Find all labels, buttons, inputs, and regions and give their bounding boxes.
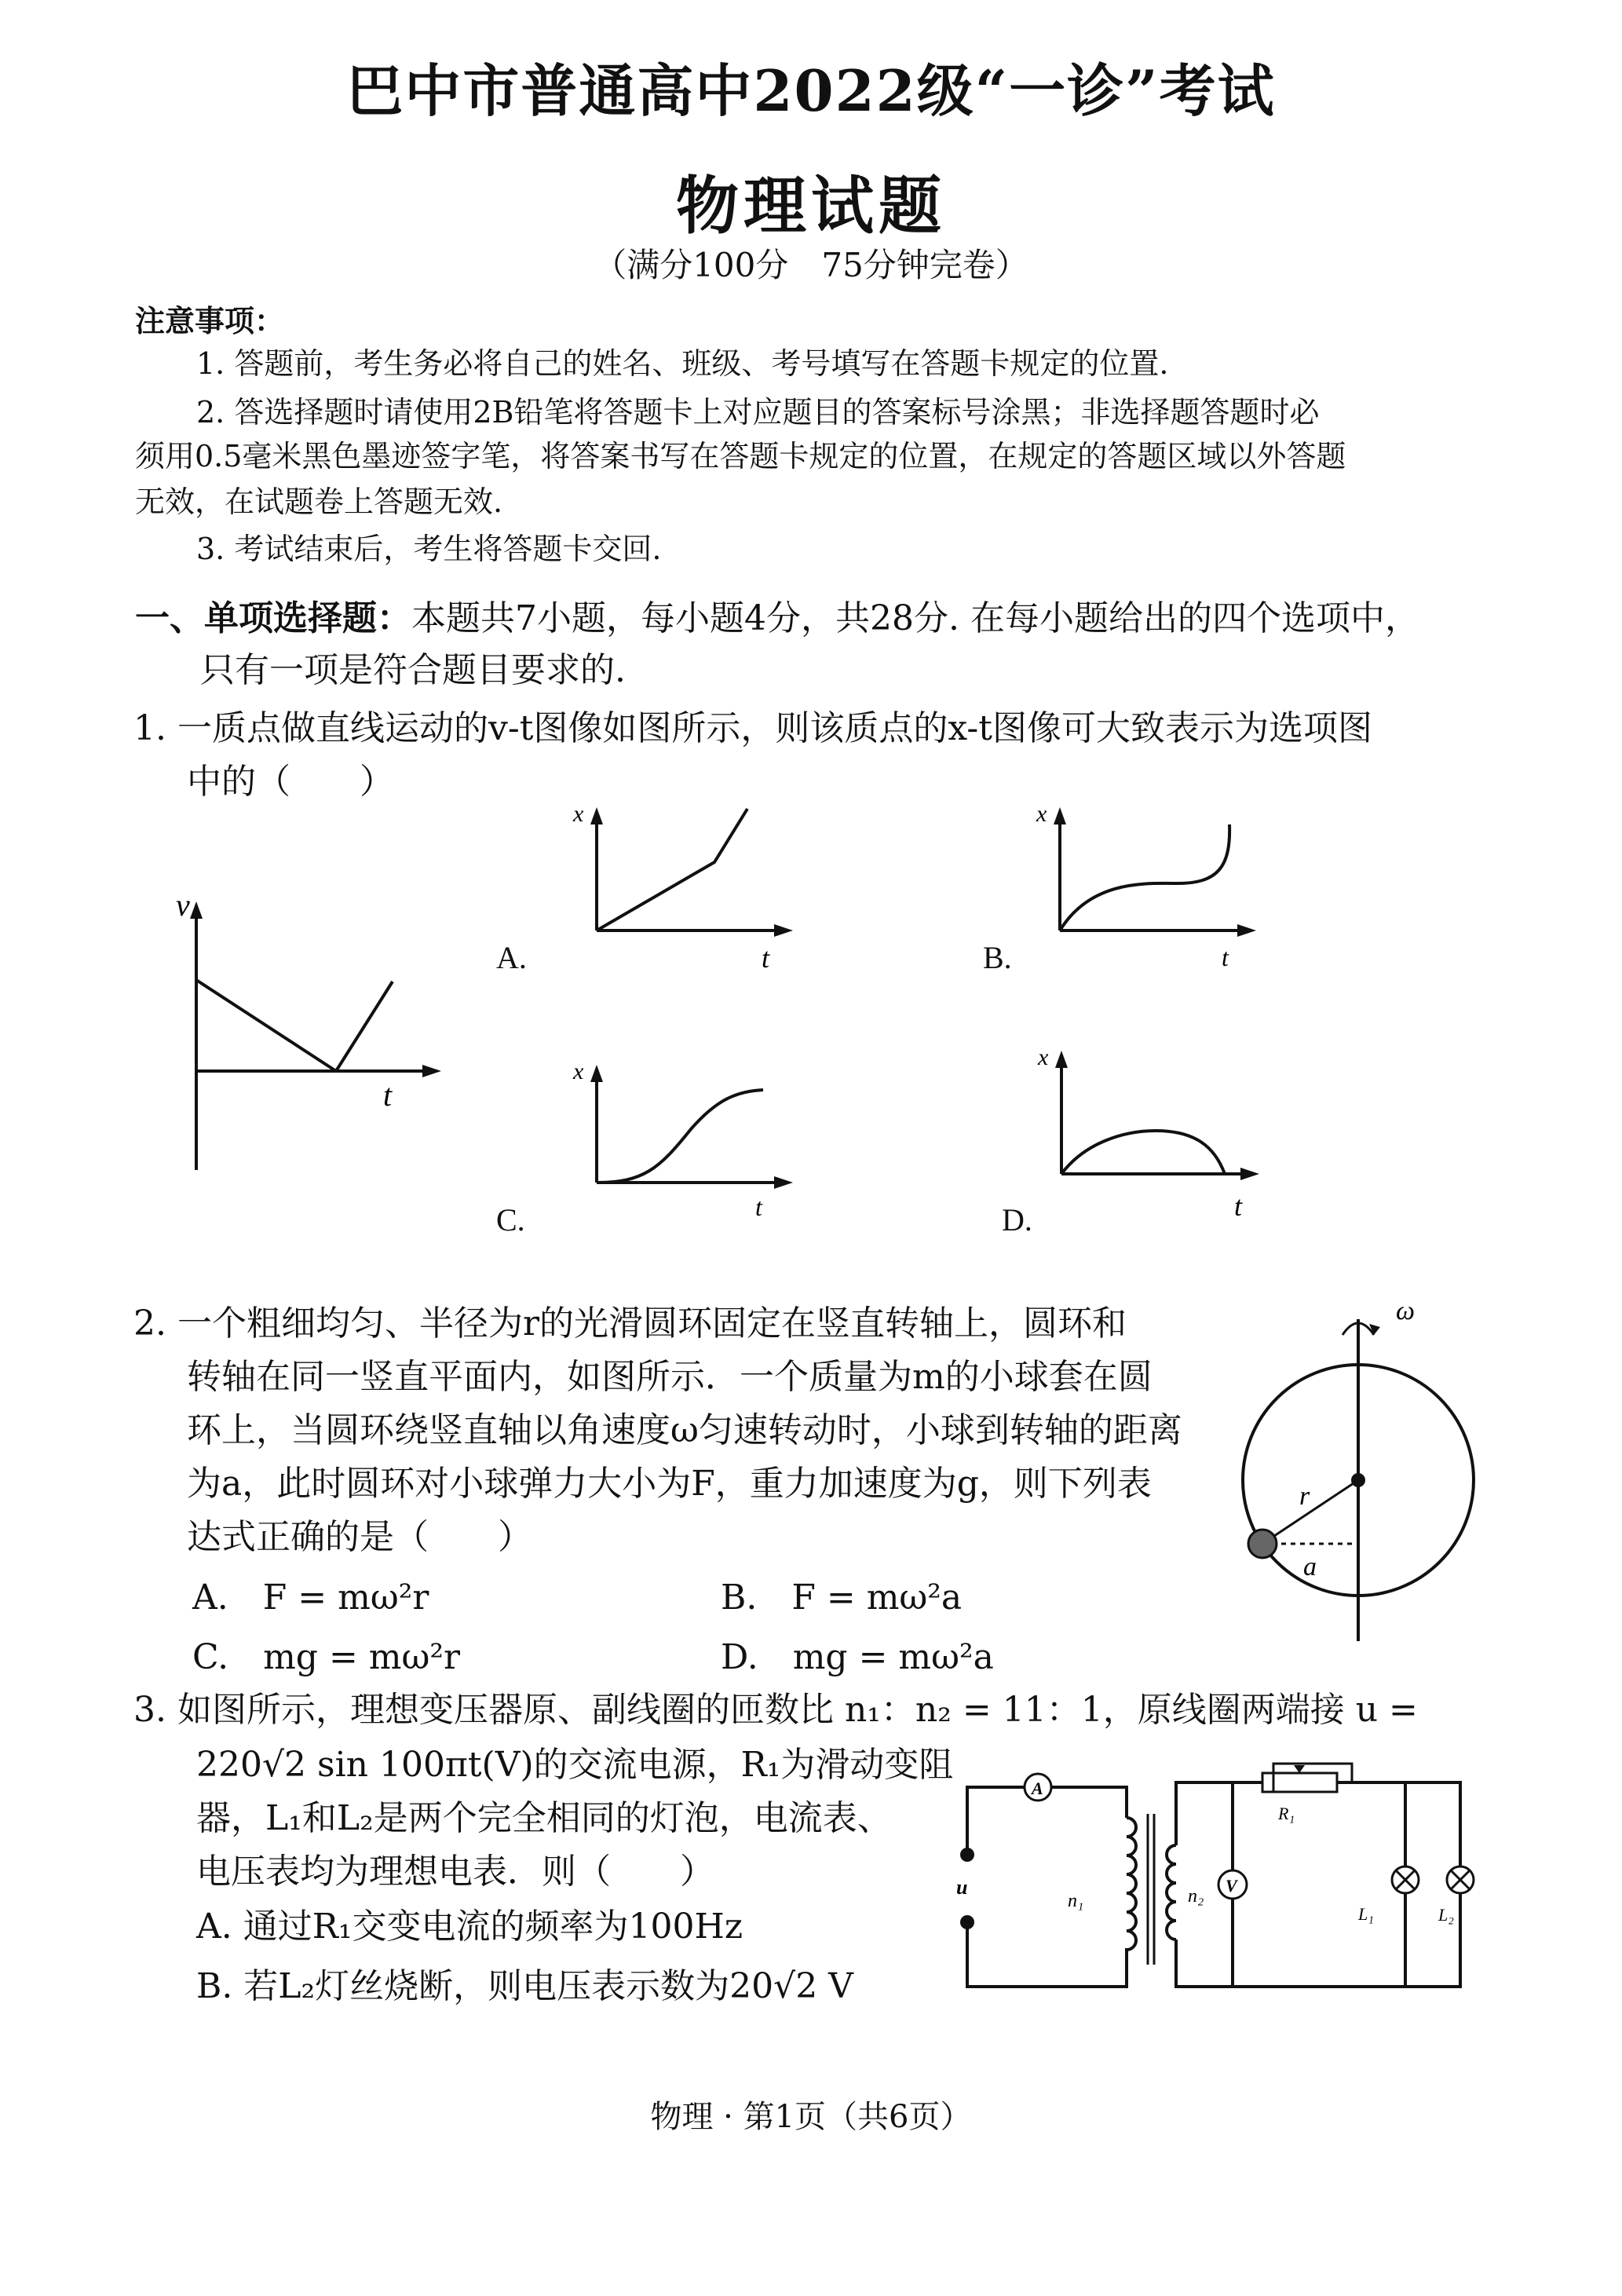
q1-option-a-label: A. (496, 940, 527, 975)
l2-label: L₂ (1438, 1905, 1454, 1925)
q1-stem-cont: 中的（ ） (187, 762, 394, 802)
option-c-axis-t: t (755, 1193, 762, 1221)
notice-heading: 注意事项： (135, 303, 285, 338)
section-1-intro (135, 590, 1485, 647)
q3-stem-line-4: 电压表均为理想电表．则（ ） (196, 1852, 714, 1892)
source-u-label: u (956, 1876, 968, 1899)
option-d-axis-t: t (1234, 1190, 1243, 1222)
distance-a-label: a (1303, 1552, 1317, 1581)
q3-stem-line-1: 3. 如图所示，理想变压器原、副线圈的匝数比 n₁：n₂ = 11：1，原线圈两端接 u = (133, 1690, 1418, 1730)
q3-option-b: B. 若L₂灯丝烧断，则电压表示数为20√2 V (196, 1966, 853, 2006)
notice-item-2: 2. 答选择题时请使用2B铅笔将答题卡上对应题目的答案标号涂黑；非选择题答题时必 (196, 395, 1320, 430)
option-b-axis-t: t (1222, 943, 1229, 971)
q2-option-d: D. mg = mω²a (721, 1637, 994, 1677)
q3-option-a: A. 通过R₁交变电流的频率为100Hz (196, 1907, 743, 1947)
q2-stem-line-1: 2. 一个粗细均匀、半径为r的光滑圆环固定在竖直转轴上，圆环和 (133, 1303, 1127, 1344)
l1-label: L₁ (1358, 1904, 1374, 1924)
n1-label: n₁ (1068, 1891, 1084, 1911)
score-note: （满分100分 75分钟完卷） (594, 246, 1028, 284)
q1-option-b-graph (1036, 801, 1272, 989)
q1-option-c-graph (573, 1058, 809, 1247)
q2-stem-line-5: 达式正确的是（ ） (187, 1517, 532, 1557)
option-b-axis-x: x (1036, 801, 1047, 827)
option-c-axis-x: x (573, 1058, 584, 1084)
q2-ring-figure (1225, 1288, 1492, 1649)
q3-transformer-circuit (950, 1759, 1492, 1994)
q1-option-b-label: B. (983, 940, 1012, 975)
option-d-axis-x: x (1038, 1044, 1049, 1070)
q2-option-a: A. F = mω²r (192, 1578, 429, 1618)
vt-axis-x-label: t (383, 1077, 393, 1113)
q1-stem: 1. 一质点做直线运动的v-t图像如图所示，则该质点的x-t图像可大致表示为选项图 (133, 708, 1372, 748)
page-footer: 物理 · 第1页（共6页） (650, 2099, 972, 2135)
q1-option-d-label: D. (1002, 1202, 1032, 1238)
omega-label: ω (1396, 1296, 1416, 1325)
q2-stem-line-3: 环上，当圆环绕竖直轴以角速度ω匀速转动时，小球到转轴的距离 (187, 1410, 1182, 1450)
q1-vt-graph (173, 887, 455, 1194)
small-ball (1248, 1530, 1277, 1558)
ammeter-label: A (1032, 1779, 1043, 1798)
q2-option-b: B. F = mω²a (721, 1578, 963, 1618)
q2-option-c: C. mg = mω²r (192, 1637, 461, 1677)
section-1-text: 本题共7小题，每小题4分，共28分. 在每小题给出的四个选项中， (411, 598, 1419, 638)
q1-option-d-graph (1038, 1044, 1289, 1233)
section-1-heading: 一、单项选择题： (135, 598, 411, 638)
radius-label: r (1299, 1482, 1310, 1511)
section-1-text-cont: 只有一项是符合题目要求的. (200, 650, 626, 690)
q2-stem-line-2: 转轴在同一竖直平面内，如图所示．一个质量为m的小球套在圆 (187, 1357, 1153, 1397)
vt-axis-y-label: v (176, 887, 190, 923)
q2-stem-line-4: 为a，此时圆环对小球弹力大小为F，重力加速度为g，则下列表 (187, 1464, 1152, 1504)
notice-item-1: 1. 答题前，考生务必将自己的姓名、班级、考号填写在答题卡规定的位置. (196, 346, 1169, 381)
r1-label: R₁ (1278, 1804, 1295, 1823)
q3-stem-line-3: 器，L₁和L₂是两个完全相同的灯泡，电流表、 (196, 1798, 892, 1838)
q1-option-a-graph (573, 801, 809, 989)
n2-label: n₂ (1188, 1886, 1204, 1907)
voltmeter-label: V (1226, 1876, 1237, 1896)
exam-title: 巴中市普通高中2022级“一诊”考试 (346, 57, 1276, 124)
subject-title: 物理试题 (676, 169, 946, 243)
option-a-axis-t: t (762, 942, 770, 974)
notice-item-2-end: 无效，在试题卷上答题无效. (135, 484, 503, 519)
q1-option-c-label: C. (496, 1202, 525, 1238)
notice-item-3: 3. 考试结束后，考生将答题卡交回. (196, 532, 662, 566)
option-a-axis-x: x (573, 801, 584, 827)
notice-item-2-cont: 须用0.5毫米黑色墨迹签字笔，将答案书写在答题卡规定的位置，在规定的答题区域以外答题 (135, 439, 1346, 473)
q3-stem-line-2: 220√2 sin 100πt(V)的交流电源，R₁为滑动变阻 (196, 1745, 954, 1785)
